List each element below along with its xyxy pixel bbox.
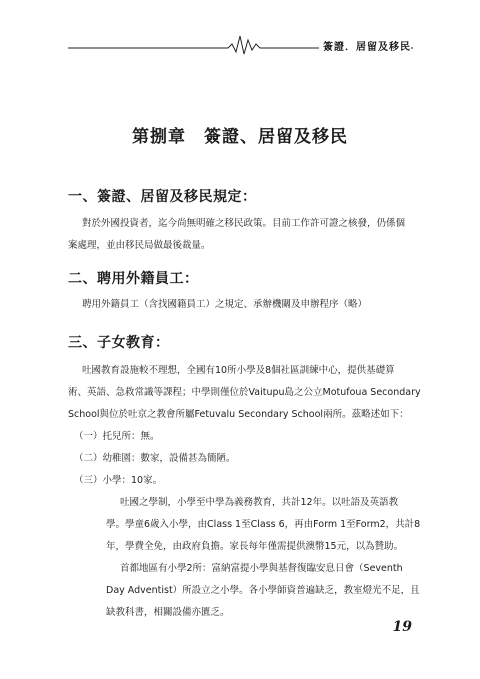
text-line: 案處理，並由移民局做最後裁量。 bbox=[68, 240, 211, 251]
section-heading-2: 二、聘用外籍員工： bbox=[68, 271, 199, 287]
header-label: 簽證．居留及移民 bbox=[319, 38, 411, 53]
section-1-paragraph bbox=[68, 213, 406, 257]
section-3-items bbox=[74, 426, 236, 492]
list-item: （一）托兒所：無。 bbox=[74, 431, 160, 442]
section-heading-3: 三、子女教育： bbox=[68, 335, 170, 351]
chapter-title: 第捌章 簽證、居留及移民 bbox=[132, 127, 348, 147]
text-line: 年，學費全免，由政府負擔。家長每年僅需提供澳幣15元，以為贊助。 bbox=[106, 541, 404, 552]
text-line: 對於外國投資者，迄今尚無明確之移民政策。目前工作許可證之核發，仍係個 bbox=[82, 218, 406, 229]
list-item: （二）幼稚園：數家，設備甚為簡陋。 bbox=[74, 453, 236, 464]
text-line: 學。學童6歲入小學，由Class 1至Class 6，再由Form 1至Form2，共計8 bbox=[106, 519, 421, 530]
running-header bbox=[68, 32, 413, 56]
section-heading-1: 一、簽證、居留及移民規定： bbox=[68, 189, 257, 205]
section-3-intro bbox=[68, 360, 421, 426]
page-number: 19 bbox=[392, 619, 412, 635]
text-line: Day Adventist）所設立之小學。各小學師資普遍缺乏，教室燈光不足，且 bbox=[106, 585, 420, 596]
text-line: School與位於吐京之教會所屬Fetuvalu Secondary School兩所。茲略述如下： bbox=[68, 409, 409, 420]
primary-school-paragraph bbox=[106, 492, 421, 558]
text-line: 術、英語、急救常識等課程；中學則僅位於Vaitupu島之公立Motufoua Secondary bbox=[68, 387, 421, 398]
text-line: 缺教科書，相關設備亦匱乏。 bbox=[106, 607, 230, 618]
section-2-paragraph bbox=[82, 294, 367, 316]
list-item: （三）小學：10家。 bbox=[74, 475, 163, 486]
capital-schools-paragraph bbox=[106, 558, 420, 624]
text-line: 首都地區有小學2所：富納富提小學與基督復臨安息日會（Seventh bbox=[120, 563, 403, 574]
text-line: 吐國教育設施較不理想，全國有10所小學及8個社區訓練中心，提供基礎算 bbox=[82, 365, 395, 376]
text-line: 吐國之學制，小學至中學為義務教育，共計12年。以吐語及英語教 bbox=[120, 497, 399, 508]
text-line: 聘用外籍員工（含找國籍員工）之規定、承辦機關及申辦程序（略） bbox=[82, 299, 368, 310]
